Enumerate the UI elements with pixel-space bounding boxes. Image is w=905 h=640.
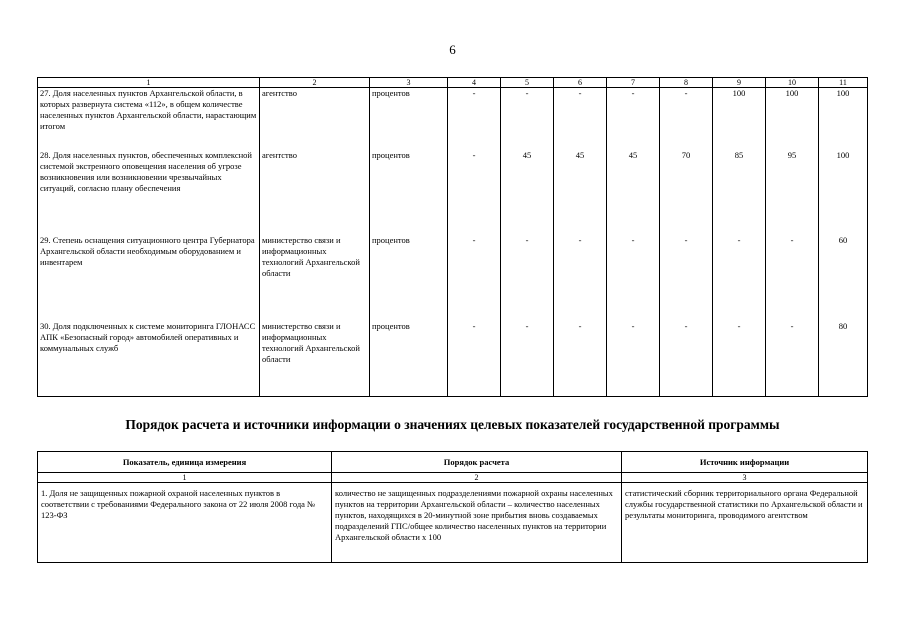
column-number: 3 [370, 78, 448, 88]
value-cell: - [501, 321, 554, 397]
indicator-name: 27. Доля населенных пунктов Архангельской области, в которых развернута система «112», в общем количестве населенных пунктов Архангельской области, нарастающим итогом [38, 88, 260, 150]
indicator-name: 30. Доля подключенных к системе мониторинга ГЛОНАСС АПК «Безопасный город» автомобилей оперативных и коммунальных служб [38, 321, 260, 397]
column-number: 7 [607, 78, 660, 88]
column-number: 4 [448, 78, 501, 88]
table-row [38, 150, 868, 235]
indicators-table [37, 77, 868, 397]
column-number: 9 [713, 78, 766, 88]
value-cell: - [501, 88, 554, 150]
unit: процентов [370, 321, 448, 397]
value-cell: - [660, 321, 713, 397]
value-cell: 100 [819, 88, 868, 150]
column-number: 3 [622, 473, 868, 483]
column-number: 1 [38, 473, 332, 483]
table-row [38, 483, 868, 563]
calculation-cell: количество не защищенных подразделениями пожарной охраны населенных пунктов на территории Архангельской области – количество населенных пунктов, находящихся в 20-минутной зоне прибытия вновь создаваемых подразделений ГПС/общее количество населенных пунктов на территории Архангельской области x 100 [332, 483, 622, 563]
indicator-name: 28. Доля населенных пунктов, обеспеченных комплексной системой экстренного оповещения населения об угрозе возникновения или возникновении чрезвычайных ситуаций, согласно плану обеспечения [38, 150, 260, 235]
responsible-executor: агентство [260, 88, 370, 150]
value-cell: 45 [607, 150, 660, 235]
indicator-cell: 1. Доля не защищенных пожарной охраной населенных пунктов в соответствии с требованиями Федерального закона от 22 июля 2008 года № 123-ФЗ [38, 483, 332, 563]
value-cell: 85 [713, 150, 766, 235]
column-number: 11 [819, 78, 868, 88]
calculation-table [37, 451, 868, 563]
column-number: 10 [766, 78, 819, 88]
value-cell: 70 [660, 150, 713, 235]
value-cell: - [660, 88, 713, 150]
value-cell: - [713, 235, 766, 321]
value-cell: - [501, 235, 554, 321]
column-number: 2 [260, 78, 370, 88]
column-header-indicator: Показатель, единица измерения [38, 452, 332, 473]
table-header-row [38, 452, 868, 473]
table-row [38, 88, 868, 150]
section-title: Порядок расчета и источники информации о значениях целевых показателей государственной программы [125, 417, 780, 432]
page-number: 6 [449, 42, 456, 57]
column-number: 8 [660, 78, 713, 88]
value-cell: - [607, 235, 660, 321]
value-cell: - [448, 235, 501, 321]
value-cell: - [448, 150, 501, 235]
column-numbers-row [38, 473, 868, 483]
column-number: 1 [38, 78, 260, 88]
value-cell: - [607, 88, 660, 150]
value-cell: - [660, 235, 713, 321]
column-number: 5 [501, 78, 554, 88]
value-cell: - [607, 321, 660, 397]
value-cell: 60 [819, 235, 868, 321]
value-cell: - [713, 321, 766, 397]
value-cell: 95 [766, 150, 819, 235]
responsible-executor: министерство связи и информационных технологий Архангельской области [260, 321, 370, 397]
column-header-calculation: Порядок расчета [332, 452, 622, 473]
responsible-executor: министерство связи и информационных технологий Архангельской области [260, 235, 370, 321]
value-cell: - [766, 321, 819, 397]
unit: процентов [370, 235, 448, 321]
table-header-row [38, 78, 868, 88]
value-cell: 80 [819, 321, 868, 397]
unit: процентов [370, 150, 448, 235]
indicator-name: 29. Степень оснащения ситуационного центра Губернатора Архангельской области необходимым оборудованием и инвентарем [38, 235, 260, 321]
value-cell: - [448, 88, 501, 150]
responsible-executor: агентство [260, 150, 370, 235]
value-cell: - [554, 321, 607, 397]
value-cell: - [766, 235, 819, 321]
source-cell: статистический сборник территориального органа Федеральной службы государственной статистики по Архангельской области и результаты мониторинга, проводимого агентством [622, 483, 868, 563]
value-cell: - [554, 88, 607, 150]
unit: процентов [370, 88, 448, 150]
value-cell: 100 [819, 150, 868, 235]
column-header-source: Источник информации [622, 452, 868, 473]
value-cell: 45 [554, 150, 607, 235]
value-cell: 45 [501, 150, 554, 235]
column-number: 2 [332, 473, 622, 483]
column-number: 6 [554, 78, 607, 88]
table-row [38, 235, 868, 321]
value-cell: 100 [766, 88, 819, 150]
value-cell: - [448, 321, 501, 397]
table-row [38, 321, 868, 397]
value-cell: - [554, 235, 607, 321]
value-cell: 100 [713, 88, 766, 150]
